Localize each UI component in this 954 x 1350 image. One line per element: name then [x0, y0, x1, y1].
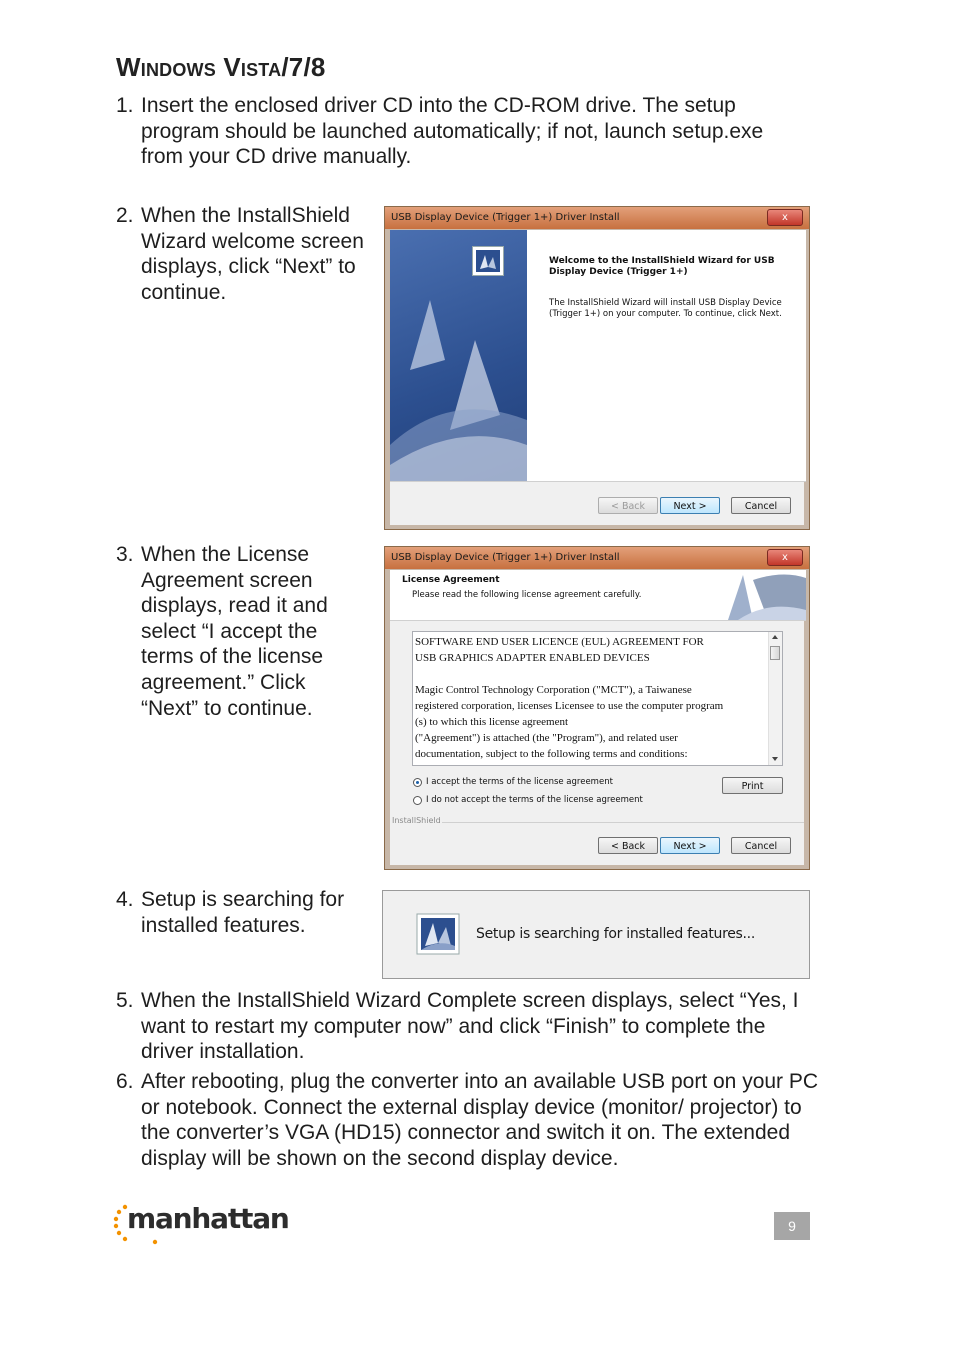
welcome-dialog — [384, 206, 810, 530]
welcome-content — [527, 230, 806, 481]
logo-dots-icon — [151, 1236, 165, 1248]
step-text: When the InstallShield Wizard welcome screen displays, click “Next” to continue. — [141, 204, 364, 304]
license-header — [390, 570, 806, 620]
next-button[interactable]: Next > — [660, 837, 720, 854]
step-number: 5. — [116, 989, 134, 1012]
step-text: Insert the enclosed driver CD into the CD-ROM drive. The setup program should be launched automatically; if not, launch setup.exe from your CD drive manually. — [141, 94, 764, 169]
welcome-heading: Welcome to the InstallShield Wizard for USB Display Device (Trigger 1+) — [549, 256, 775, 277]
dialog-body — [390, 570, 804, 865]
page-title: Windows Vista/7/8 — [116, 52, 326, 82]
license-dialog — [384, 546, 810, 870]
step-3 — [116, 542, 376, 727]
next-button[interactable]: Next > — [660, 497, 720, 514]
wizard-banner — [390, 230, 527, 481]
cancel-button[interactable]: Cancel — [731, 837, 791, 854]
step-number: 6. — [116, 1070, 134, 1093]
decline-radio[interactable] — [413, 796, 422, 805]
step-text: When the InstallShield Wizard Complete screen displays, select “Yes, I want to restart my computer now” and click “Finish” to complete the driver installation. — [141, 989, 799, 1064]
radio-dot-icon — [416, 781, 419, 784]
step-number: 1. — [116, 94, 134, 117]
license-line: registered corporation, licenses Licensee to use the computer program — [415, 700, 724, 712]
search-panel — [382, 890, 810, 979]
step-1 — [116, 93, 806, 173]
page-number-box — [774, 1212, 810, 1240]
welcome-body: The InstallShield Wizard will install USB Display Device (Trigger 1+) on your computer. To continue, click Next. — [549, 298, 782, 319]
step-number: 2. — [116, 204, 134, 227]
back-button[interactable]: < Back — [598, 497, 658, 514]
license-subheading: Please read the following license agreement carefully. — [412, 590, 642, 600]
license-line: USB GRAPHICS ADAPTER ENABLED DEVICES — [415, 652, 650, 664]
license-line: documentation, subject to the following terms and conditions: — [415, 748, 688, 760]
installshield-logo-icon — [472, 246, 504, 276]
step-number: 4. — [116, 888, 134, 911]
license-line: SOFTWARE END USER LICENCE (EUL) AGREEMENT FOR — [415, 636, 704, 648]
step-text: After rebooting, plug the converter into an available USB port on your PC or notebook. Connect the external display device (monitor/ projector) to the converter’s VGA (HD15) connector and switch it on. The extended display will be shown on the second display device. — [141, 1070, 819, 1170]
dialog-title-bar — [385, 547, 809, 569]
print-button[interactable]: Print — [722, 777, 783, 794]
license-line: (s) to which this license agreement — [415, 716, 569, 728]
step-text: Setup is searching for installed features. — [141, 888, 345, 937]
license-line: ("Agreement") is attached (the "Program"), and related user — [415, 732, 678, 744]
sail-graphic-icon — [390, 230, 527, 481]
dialog-title-bar — [385, 207, 809, 229]
step-number: 3. — [116, 543, 134, 566]
step-6 — [116, 1069, 826, 1174]
scroll-thumb[interactable] — [770, 646, 780, 660]
divider — [390, 481, 806, 482]
page-number: 9 — [788, 1218, 796, 1234]
installshield-label: InstallShield — [392, 816, 444, 825]
license-line: Magic Control Technology Corporation ("MCT"), a Taiwanese — [415, 684, 692, 696]
dialog-title: USB Display Device (Trigger 1+) Driver Install — [391, 212, 620, 223]
license-heading: License Agreement — [402, 575, 500, 585]
sail-graphic-icon — [708, 570, 806, 620]
close-button[interactable]: x — [767, 209, 803, 226]
license-textbox[interactable] — [412, 631, 783, 766]
decline-label[interactable]: I do not accept the terms of the license agreement — [426, 795, 643, 805]
brand-logo — [113, 1198, 293, 1250]
dialog-body — [390, 230, 804, 525]
cancel-button[interactable]: Cancel — [731, 497, 791, 514]
step-2 — [116, 203, 376, 313]
license-text — [415, 634, 767, 762]
installshield-logo-icon — [416, 913, 460, 955]
step-4 — [116, 887, 376, 942]
scrollbar[interactable] — [768, 632, 782, 765]
step-5 — [116, 988, 816, 1068]
step-text: When the License Agreement screen displays, read it and select “I accept the terms of the license agreement.” Click “Next” to continue. — [141, 543, 328, 720]
scroll-down-icon[interactable] — [772, 757, 778, 761]
divider — [390, 620, 806, 621]
accept-radio[interactable] — [413, 778, 422, 787]
logo-wordmark: manhattan — [127, 1202, 289, 1235]
close-button[interactable]: x — [767, 549, 803, 566]
license-line — [415, 666, 767, 682]
accept-label[interactable]: I accept the terms of the license agreement — [426, 777, 613, 787]
divider — [442, 822, 804, 823]
back-button[interactable]: < Back — [598, 837, 658, 854]
search-status: Setup is searching for installed features... — [476, 926, 755, 942]
scroll-up-icon[interactable] — [772, 635, 778, 639]
dialog-title: USB Display Device (Trigger 1+) Driver Install — [391, 552, 620, 563]
